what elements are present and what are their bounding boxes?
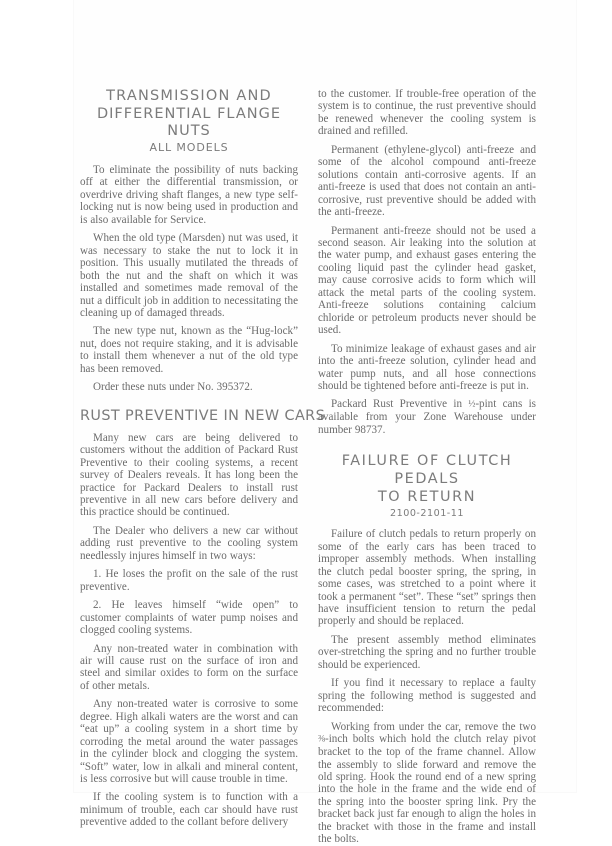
paragraph: To eliminate the possibility of nuts backing off at either the differential transmission, or overdrive driving shaft flanges, a new type self-locking nut is now being used in production and is also available for Service.	[80, 164, 298, 226]
paragraph: If you find it necessary to replace a faulty spring the following method is suggested and recommended:	[318, 677, 536, 715]
article-clutch-pedal-failure	[318, 452, 536, 845]
section-title-line-2: TO RETURN	[377, 489, 477, 506]
paragraph: Permanent (ethylene-glycol) anti-freeze and some of the alcohol compound anti-freeze solutions contain anti-corrosive agents. If an anti-freeze is used that does not contain an anti-corrosive, rust preventive should be added with the anti-freeze.	[318, 143, 536, 219]
paragraph-text-part-2: -pint cans is available from your Zone Warehouse under number 98737.	[318, 398, 536, 436]
paragraph: Failure of clutch pedals to return properly on some of the early cars has been traced to improper assembly methods. When installing the clutch pedal booster spring, the spring, in some cases, was stretched to a point where it took a permanent “set”. These “set” springs then have insufficient tension to return the pedal properly and should be replaced.	[318, 528, 536, 628]
paragraph: When the old type (Marsden) nut was used, it was necessary to stake the nut to lock it in position. This usually mutilated the threads of both the nut and the shaft on which it was installed and sometimes made removal of the nut a difficult job in addition to necessitating the cleaning up of damaged threads.	[80, 232, 298, 319]
paragraph-availability	[318, 398, 536, 436]
fraction-three-eighths: ⅜	[318, 734, 326, 745]
paragraph: The Dealer who delivers a new car without adding rust preventive to the cooling system needlessly injures himself in two ways:	[80, 524, 298, 562]
article-rust-preventive-continued	[318, 88, 536, 436]
page-content	[80, 88, 536, 846]
article-title-line-1: TRANSMISSION AND	[106, 88, 272, 104]
list-item: 2. He leaves himself “wide open” to customer complaints of water pump noises and clogged cooling systems.	[80, 599, 298, 637]
paragraph: The new type nut, known as the “Hug-lock” nut, does not require staking, and it is advisable to install them whenever a nut of the old type has been removed.	[80, 325, 298, 375]
paragraph-order-number: Order these nuts under No. 395372.	[93, 381, 253, 394]
paragraph: Any non-treated water in combination with air will cause rust on the surface of iron and steel and similar oxides to form on the surface of other metals.	[80, 642, 298, 692]
article-title-line-2: DIFFERENTIAL FLANGE NUTS	[96, 106, 282, 139]
list-item: 1. He loses the profit on the sale of the rust preventive.	[80, 568, 298, 593]
paragraph: Any non-treated water is corrosive to some degree. High alkali waters are the worst and can “eat up” a cooling system in a short time by corroding the metal around the water passages in the cylinder block and clogging the system. “Soft” water, low in alkali and mineral content, is less corrosive but will cause trouble in time.	[80, 698, 298, 786]
right-column	[318, 88, 536, 846]
paragraph: The present assembly method eliminates over-stretching the spring and no further trouble should be experienced.	[318, 633, 536, 671]
paragraph: Many new cars are being delivered to customers without the addition of Packard Rust Preventive to their cooling systems, a recent survey of Dealers reveals. It has long been the practice for Packard Dealers to install rust preventive in all new cars before delivery and this practice should be continued.	[80, 431, 298, 519]
paragraph-text-part-1: Packard Rust Preventive in	[331, 398, 469, 411]
two-column-layout	[80, 88, 536, 846]
paragraph-procedure	[318, 721, 536, 846]
paragraph-continuation: to the customer. If trouble-free operation of the system is to continue, the rust preventive should be renewed whenever the cooling system is drained and refilled.	[318, 88, 536, 138]
article-subtitle: ALL MODELS	[149, 141, 229, 154]
article-transmission-flange-nuts	[80, 88, 298, 394]
section-code-number: 2100-2101-11	[390, 508, 464, 520]
section-title-rust-preventive: RUST PREVENTIVE IN NEW CARS	[80, 407, 326, 424]
fraction-one-half: ½	[468, 399, 476, 410]
paragraph: Permanent anti-freeze should not be used a second season. Air leaking into the solution at the water pump, and exhaust gases entering the cooling liquid past the cylinder head gasket, may cause corrosive acids to form which will attack the metal parts of the cooling system. Anti-freeze solutions containing calcium chloride or petroleum products never should be used.	[318, 224, 536, 337]
paragraph-text-part-1: Working from under the car, remove the two	[331, 720, 536, 733]
paragraph-continued: If the cooling system is to function with a minimum of trouble, each car should have rust preventive added to the collant before delivery	[80, 791, 298, 829]
paragraph-text-part-2: -inch bolts which hold the clutch relay pivot bracket to the top of the frame channel. Allow the assembly to slide forward and remove the old spring. Hook the round end of a new spring into the hole in the frame and the wide end of the spring into the booster spring link. Pry the bracket back just far enough to align the holes in the bracket with those in the frame and install the bolts.	[318, 733, 536, 846]
paragraph: To minimize leakage of exhaust gases and air into the anti-freeze solution, cylinder head and water pump nuts, and all hose connections should be tightened before anti-freeze is put in.	[318, 342, 536, 392]
section-title-line-1: FAILURE OF CLUTCH PEDALS	[341, 453, 513, 488]
